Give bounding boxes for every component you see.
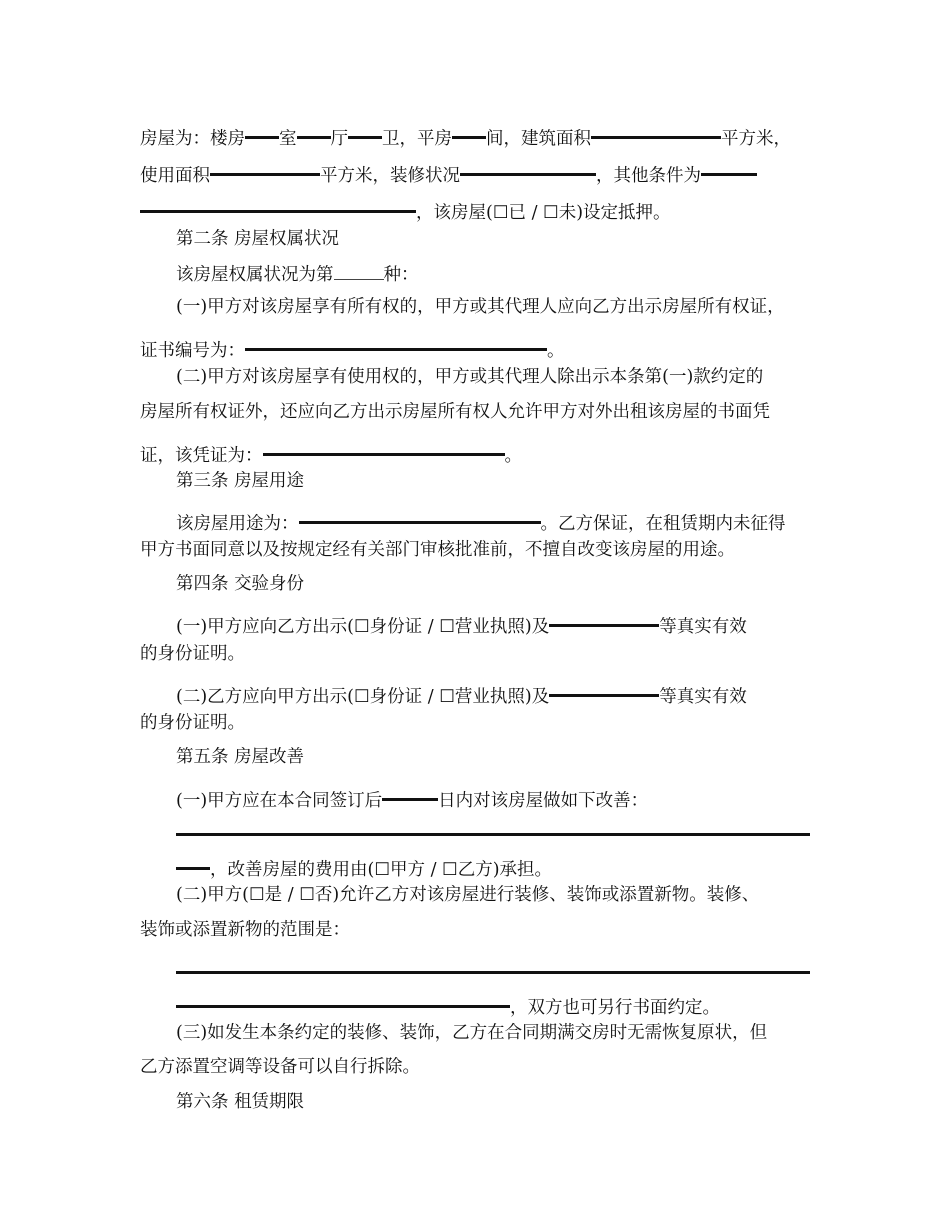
line-usable-area: 使用面积 平方米，装修状况 ，其他条件为 — [140, 153, 757, 181]
line-improve-cost: ，改善房屋的费用由(☐甲方 / ☐乙方)承担。 — [176, 847, 552, 875]
blank-decoration-scope-2 — [176, 985, 510, 1013]
blank-id-party-a — [549, 604, 659, 632]
blank-other-conditions-1 — [701, 153, 757, 181]
line-id-party-b: (二)乙方应向甲方出示(☐身份证 / ☐营业执照)及 等真实有效 — [176, 674, 747, 702]
line-improve-days: (一)甲方应在本合同签订后 日内对该房屋做如下改善： — [176, 778, 648, 806]
blank-improvements-2 — [176, 847, 210, 875]
line-usage: 该房屋用途为： 。乙方保证，在租赁期内未征得 — [176, 501, 786, 529]
line-decoration-permission: (二)甲方(☐是 / ☐否)允许乙方对该房屋进行装修、装饰或添置新物。装修、 — [176, 885, 760, 905]
blank-decoration — [460, 153, 596, 181]
line-ownership-2a: (二)甲方对该房屋享有使用权的，甲方或其代理人除出示本条第(一)款约定的 — [176, 367, 764, 387]
blank-usage — [299, 501, 541, 529]
line-certificate-no: 证书编号为： 。 — [140, 328, 565, 356]
line-ownership-1: (一)甲方对该房屋享有所有权的，甲方或其代理人应向乙方出示房屋所有权证， — [176, 297, 785, 317]
article-3-title: 第三条 房屋用途 — [176, 471, 305, 491]
line-usage-2: 甲方书面同意以及按规定经有关部门审核批准前，不擅自改变该房屋的用途。 — [140, 540, 735, 560]
blank-improvements-1 — [176, 813, 810, 841]
blank-bungalow-rooms — [452, 116, 486, 144]
blank-voucher — [263, 433, 505, 461]
line-house-type: 房屋为：楼房 室 厅 卫，平房 间，建筑面积 平方米， — [140, 116, 791, 144]
article-4-title: 第四条 交验身份 — [176, 574, 305, 594]
line-improve-blank — [176, 813, 810, 841]
line-ownership-type: 该房屋权属状况为第 种： — [176, 259, 419, 287]
line-id-party-b-2: 的身份证明。 — [140, 713, 245, 733]
line-id-party-a-2: 的身份证明。 — [140, 644, 245, 664]
line-mortgage: ，该房屋(☐已 / ☐未)设定抵押。 — [140, 190, 671, 218]
blank-other-conditions-2 — [140, 190, 416, 218]
blank-decoration-scope-1 — [176, 951, 810, 979]
line-decoration-blank — [176, 951, 810, 979]
line-id-party-a: (一)甲方应向乙方出示(☐身份证 / ☐营业执照)及 等真实有效 — [176, 604, 747, 632]
blank-baths — [348, 116, 382, 144]
blank-certificate-no — [245, 328, 547, 356]
article-5-title: 第五条 房屋改善 — [176, 747, 305, 767]
line-voucher: 证，该凭证为： 。 — [140, 433, 522, 461]
line-restore-2: 乙方添置空调等设备可以自行拆除。 — [140, 1057, 420, 1077]
blank-improve-days — [382, 778, 438, 806]
line-decoration-scope: 装饰或添置新物的范围是： — [140, 920, 350, 940]
line-ownership-2b: 房屋所有权证外，还应向乙方出示房屋所有权人允许甲方对外出租该房屋的书面凭 — [140, 402, 770, 422]
blank-halls — [297, 116, 331, 144]
blank-rooms — [245, 116, 279, 144]
blank-ownership-type — [334, 259, 384, 280]
blank-usable-area — [210, 153, 320, 181]
blank-id-party-b — [549, 674, 659, 702]
line-restore-1: (三)如发生本条约定的装修、装饰，乙方在合同期满交房时无需恢复原状，但 — [176, 1023, 768, 1043]
article-2-title: 第二条 房屋权属状况 — [176, 229, 340, 249]
article-6-title: 第六条 租赁期限 — [176, 1092, 305, 1112]
blank-building-area — [591, 116, 721, 144]
line-decoration-agreement: ，双方也可另行书面约定。 — [176, 985, 720, 1013]
